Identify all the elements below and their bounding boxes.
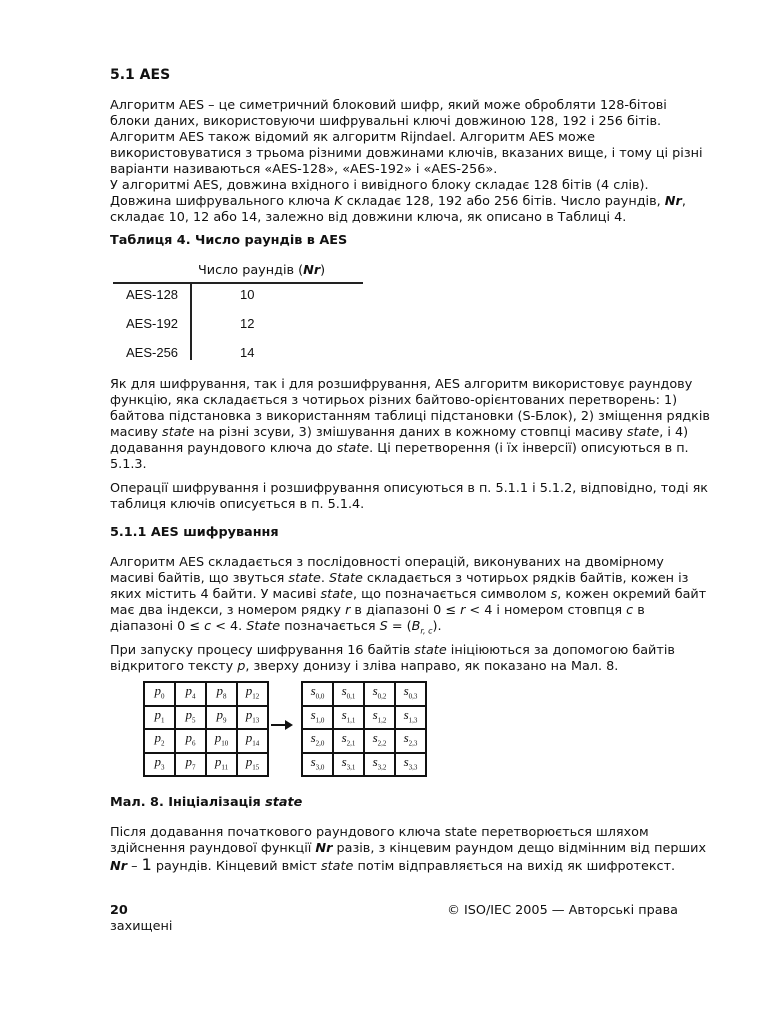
text-run: State <box>246 619 281 634</box>
input-grid-row <box>144 682 268 706</box>
input-byte-cell: $p_{14}$ <box>237 729 268 753</box>
text-run: . <box>320 571 329 586</box>
text-run: раундів. Кінцевий вміст <box>151 859 321 874</box>
input-byte-cell: $p_8$ <box>206 682 237 706</box>
input-byte-cell: $p_{10}$ <box>206 729 237 753</box>
text-run: state <box>336 441 370 456</box>
text-run: складається з чотирьох рядків байтів, кожен із яких містить 4 байти. У масиві <box>110 571 689 602</box>
input-byte-cell: $p_3$ <box>144 753 175 777</box>
text-run: Алгоритм AES – це симетричний блоковий шифр, який може обробляти 128-бітові блоки даних, використовуючи шифрувальні ключі довжиною 128, 192 і 256 бітів. Алгоритм AES також відомий як алгоритм Rijndael. Алгоритм AES може використовуватися з трьома різними довжинами ключів, вказаних вище, і тому ці різні варіанти називаються «AES-128», «AES-192» і «AES-256». <box>110 98 703 177</box>
key-size-label: AES-192 <box>126 316 179 331</box>
input-grid-row <box>144 753 268 777</box>
text-run: Nr <box>303 263 321 278</box>
text-run: r <box>345 603 351 618</box>
text-run: 1 <box>141 855 152 874</box>
input-byte-cell: $p_5$ <box>175 706 206 730</box>
input-byte-cell: $p_{12}$ <box>237 682 268 706</box>
text-run: State <box>328 571 363 586</box>
state-byte-cell: $s_{2,3}$ <box>395 729 426 753</box>
state-byte-cell: $s_{1,0}$ <box>302 706 333 730</box>
text-run: У алгоритмі AES, довжина вхідного і вивідного блоку складає 128 бітів (4 слів). Довжина шифрувального ключа <box>110 178 649 209</box>
text-run: r, c <box>420 626 433 636</box>
text-run: , кожен окремий байт має два індекси, з номером рядку <box>110 587 707 618</box>
input-byte-cell: $p_{11}$ <box>206 753 237 777</box>
rounds-table-header <box>198 263 325 279</box>
text-run: разів, з кінцевим раундом дещо відмінним від перших <box>332 841 707 856</box>
figure8-caption <box>110 795 302 811</box>
text-run: , складає 10, 12 або 14, залежно від довжини ключа, як описано в Таблиці 4. <box>110 194 686 225</box>
text-run: = ( <box>387 619 412 634</box>
paragraph-state-array <box>110 555 710 640</box>
table-row <box>108 345 368 363</box>
subsection-heading: 5.1.1 AES шифрування <box>110 525 279 540</box>
state-byte-cell: $s_{0,2}$ <box>364 682 395 706</box>
text-run: Мал. 8. Ініціалізація <box>110 795 266 810</box>
text-run: ). <box>432 619 442 634</box>
rounds-value: 12 <box>240 316 255 331</box>
page-footer <box>110 903 710 935</box>
state-byte-cell: $s_{1,3}$ <box>395 706 426 730</box>
key-size-label: AES-128 <box>126 287 179 302</box>
state-byte-cell: $s_{0,1}$ <box>333 682 364 706</box>
text-run: K <box>334 194 343 209</box>
text-run: Nr <box>110 859 128 874</box>
input-byte-cell: $p_1$ <box>144 706 175 730</box>
text-run: – <box>127 859 142 874</box>
paragraph-round-function <box>110 377 710 473</box>
text-run: в діапазоні 0 ≤ <box>110 603 645 634</box>
text-run: < 4 і номером стовпця <box>465 603 627 618</box>
input-byte-cell: $p_2$ <box>144 729 175 753</box>
table-row <box>108 316 368 334</box>
text-run: state <box>162 425 195 440</box>
text-run: Число раундів ( <box>198 263 304 278</box>
state-byte-cell: $s_{2,0}$ <box>302 729 333 753</box>
page-number: 20 <box>110 903 128 918</box>
state-byte-cell: $s_{3,2}$ <box>364 753 395 777</box>
copyright-continuation: захищені <box>110 919 173 934</box>
state-byte-cell: $s_{0,3}$ <box>395 682 426 706</box>
paragraph-initialization <box>110 643 710 675</box>
input-byte-cell: $p_{13}$ <box>237 706 268 730</box>
text-run: Операції шифрування і розшифрування описуються в п. 5.1.1 і 5.1.2, відповідно, тоді як таблиця ключів описується в п. 5.1.4. <box>110 481 708 512</box>
text-run: Nr <box>315 841 333 856</box>
text-run: . Ці перетворення (і їх інверсії) описуються в п. 5.1.3. <box>110 441 689 472</box>
text-run: , зверху донизу і зліва направо, як показано на Мал. 8. <box>245 659 619 674</box>
state-byte-cell: $s_{2,2}$ <box>364 729 395 753</box>
table-row <box>108 287 368 305</box>
text-run: позначається <box>280 619 380 634</box>
input-byte-cell: $p_0$ <box>144 682 175 706</box>
rounds-table <box>108 263 368 363</box>
state-byte-cell: $s_{3,3}$ <box>395 753 426 777</box>
text-run: state <box>320 587 353 602</box>
input-byte-cell: $p_{15}$ <box>237 753 268 777</box>
text-run: S <box>379 619 388 634</box>
rounds-value: 10 <box>240 287 255 302</box>
state-byte-cell: $s_{2,1}$ <box>333 729 364 753</box>
state-array-grid <box>301 681 427 777</box>
state-grid-row <box>302 753 426 777</box>
text-run: на різні зсуви, 3) змішування даних в кожному стовпці масиву <box>194 425 627 440</box>
state-byte-cell: $s_{0,0}$ <box>302 682 333 706</box>
text-run: B <box>411 619 421 634</box>
input-grid-row <box>144 729 268 753</box>
text-run: r <box>460 603 466 618</box>
text-run: ) <box>320 263 326 278</box>
state-byte-cell: $s_{3,0}$ <box>302 753 333 777</box>
paragraph-operations <box>110 481 710 513</box>
state-byte-cell: $s_{3,1}$ <box>333 753 364 777</box>
text-run: ініціюються за допомогою байтів відкритого тексту <box>110 643 675 674</box>
text-run: state <box>626 425 660 440</box>
table-header-rule <box>113 282 363 284</box>
state-grid-row <box>302 682 426 706</box>
text-run: s <box>550 587 558 602</box>
state-grid-row <box>302 729 426 753</box>
input-byte-cell: $p_9$ <box>206 706 237 730</box>
text-run: в діапазоні 0 ≤ <box>350 603 461 618</box>
text-run: При запуску процесу шифрування 16 байтів <box>110 643 415 658</box>
rounds-value: 14 <box>240 345 255 360</box>
paragraph-rounds <box>110 825 710 875</box>
text-run: , що позначається символом <box>352 587 551 602</box>
text-run: Алгоритм AES складається з послідовності операцій, виконуваних на двомірному масиві байтів, що звуться <box>110 555 664 586</box>
key-size-label: AES-256 <box>126 345 179 360</box>
text-run: Як для шифрування, так і для розшифрування, AES алгоритм використовує раундову функцію, яка складається з чотирьох різних байтово-орієнтованих перетворень: 1) байтова підстановка з використанням таблиці підстановки (S-Блок), 2) зміщення рядків масиву <box>110 377 710 440</box>
text-run: < 4. <box>211 619 247 634</box>
text-run: c <box>626 603 634 618</box>
input-bytes-grid <box>143 681 269 777</box>
section-heading: 5.1 AES <box>110 67 171 83</box>
text-run: Після додавання початкового раундового ключа state перетворюється шляхом здійснення раундової функції <box>110 825 649 856</box>
text-run: state <box>320 859 354 874</box>
text-run: state <box>288 571 321 586</box>
right-arrow-icon <box>271 718 293 732</box>
state-byte-cell: $s_{1,1}$ <box>333 706 364 730</box>
text-run: потім відправляється на вихід як шифротекст. <box>353 859 676 874</box>
text-run: , і 4) додавання раундового ключа до <box>110 425 689 456</box>
text-run: state <box>265 795 303 810</box>
input-grid-row <box>144 706 268 730</box>
input-byte-cell: $p_7$ <box>175 753 206 777</box>
text-run: складає 128, 192 або 256 бітів. Число раундів, <box>342 194 665 209</box>
input-byte-cell: $p_4$ <box>175 682 206 706</box>
text-run: state <box>414 643 447 658</box>
input-byte-cell: $p_6$ <box>175 729 206 753</box>
paragraph-intro <box>110 98 710 226</box>
copyright-notice: © ISO/IEC 2005 — Авторські права <box>447 903 678 918</box>
text-run: p <box>237 659 246 674</box>
state-byte-cell: $s_{1,2}$ <box>364 706 395 730</box>
text-run: Nr <box>664 194 682 209</box>
state-grid-row <box>302 706 426 730</box>
table4-caption: Таблиця 4. Число раундів в AES <box>110 233 348 248</box>
text-run: c <box>204 619 212 634</box>
